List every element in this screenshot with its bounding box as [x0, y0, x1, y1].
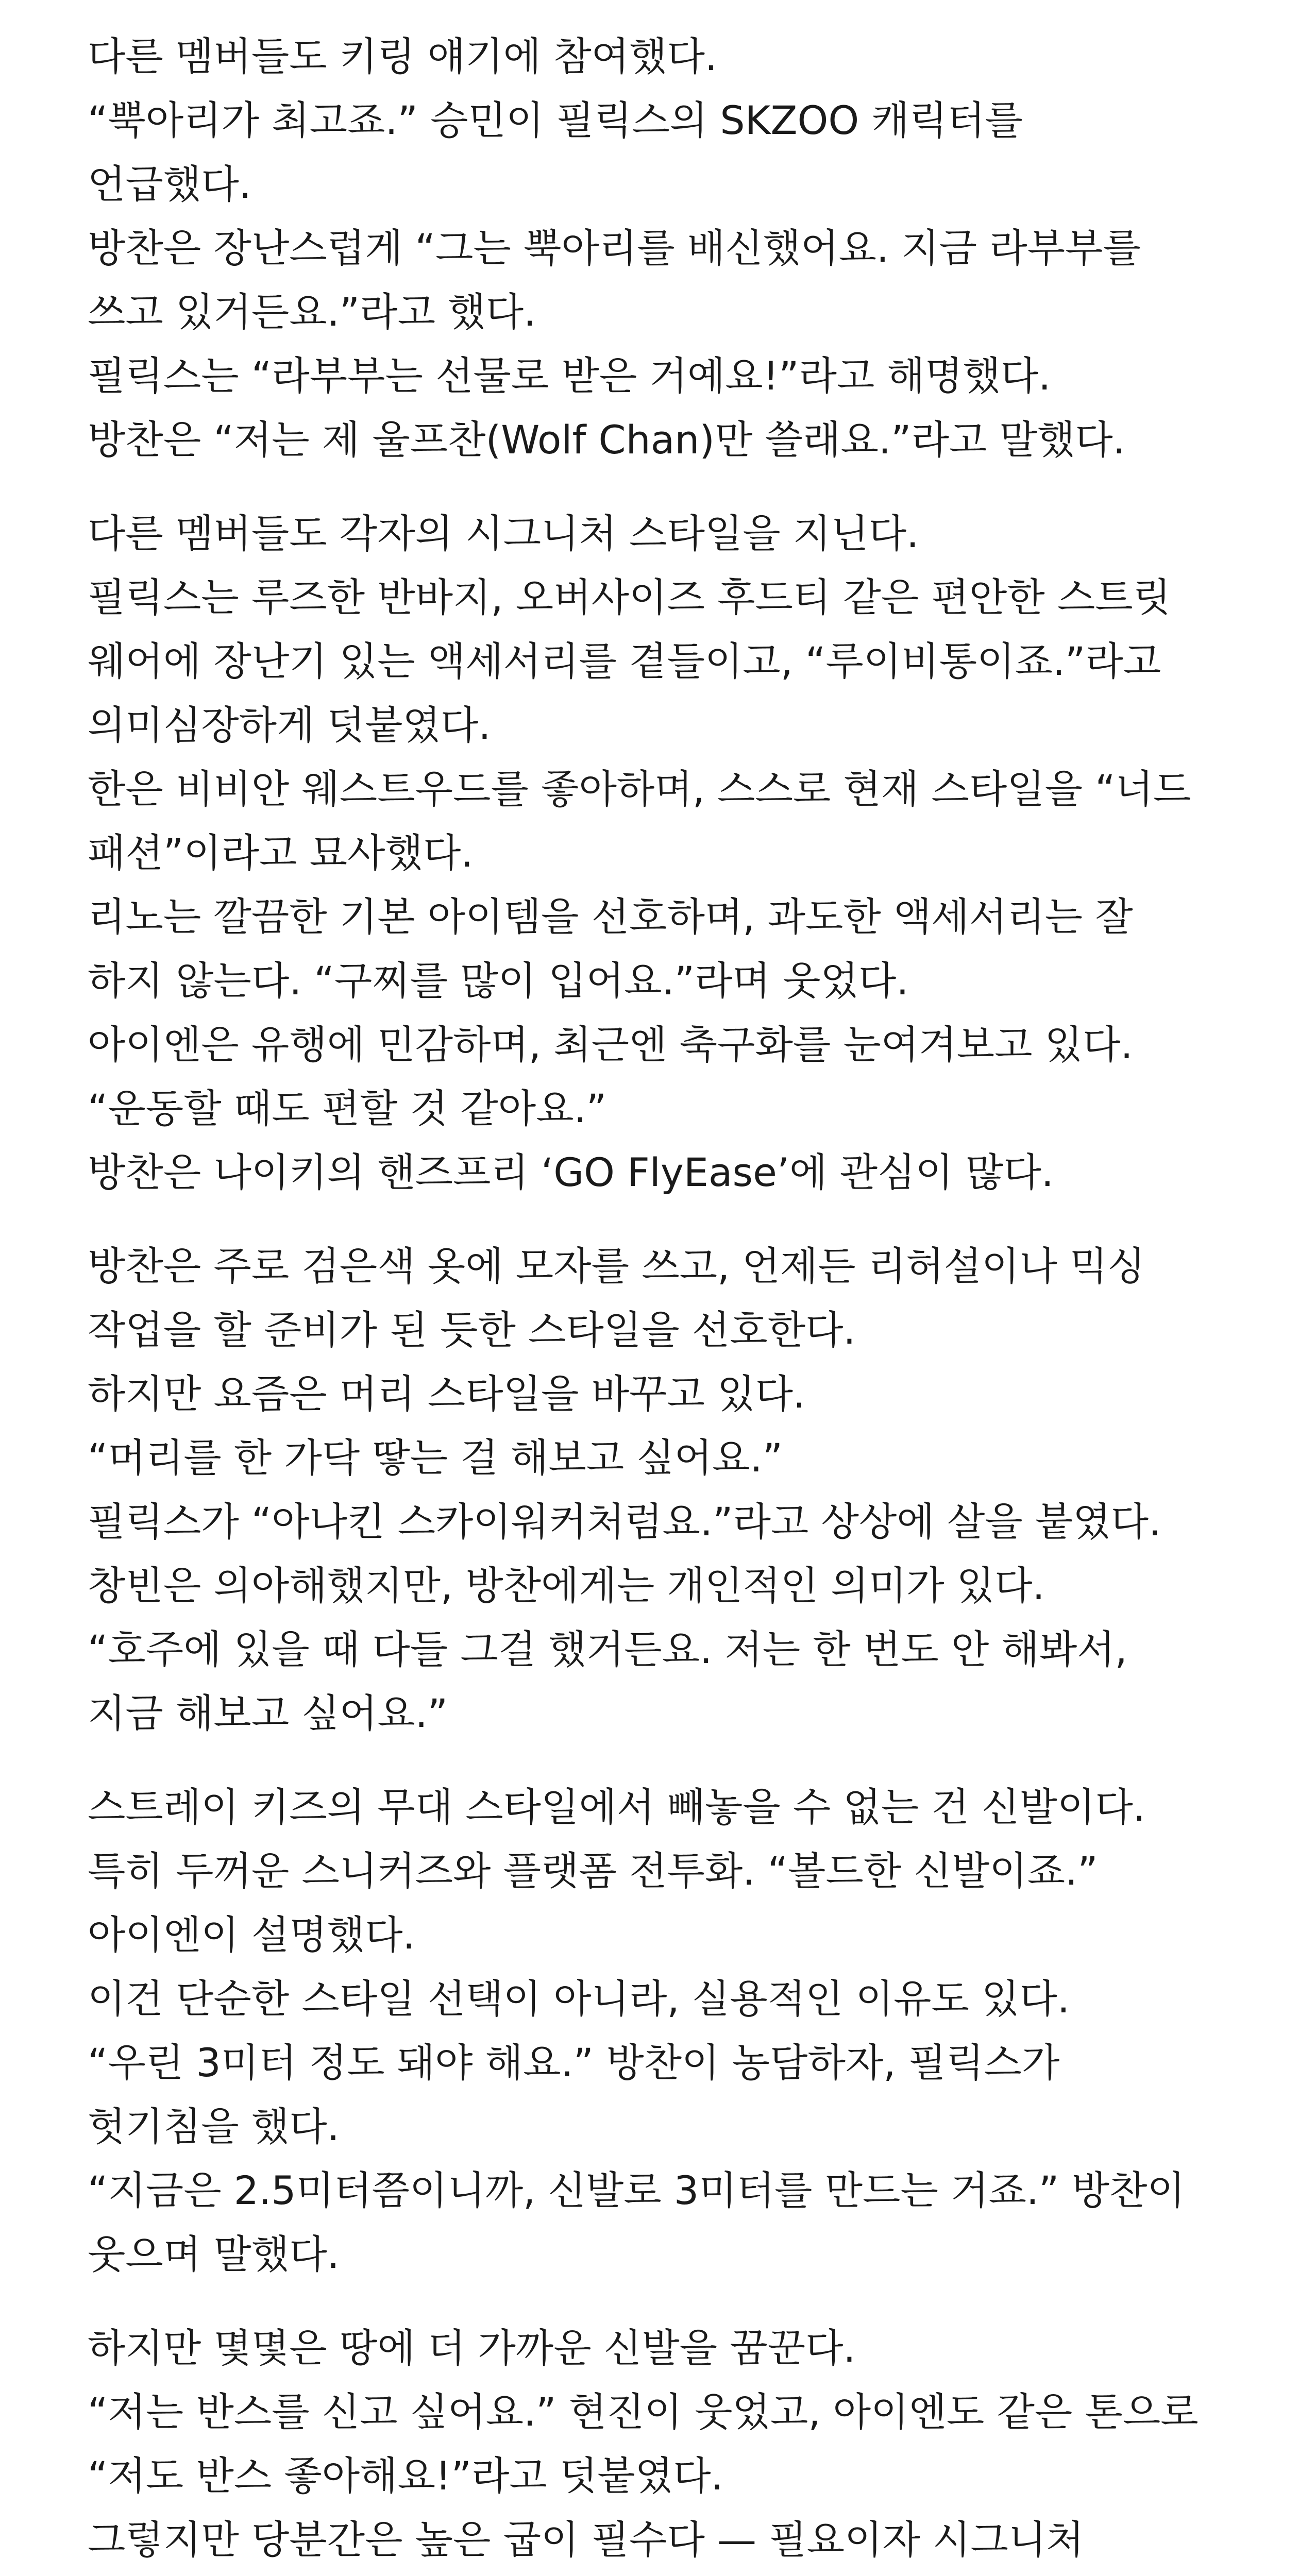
paragraph-stage-shoes	[88, 1775, 1273, 2286]
text-line: 필릭스가 “아나킨 스카이워커처럼요.”라고 상상에 살을 붙였다.	[88, 1499, 1161, 1545]
text-line: 방찬은 장난스럽게 “그는 뿍아리를 배신했어요. 지금 라부부를	[88, 225, 1141, 271]
text-line: 이건 단순한 스타일 선택이 아니라, 실용적인 이유도 있다.	[88, 1976, 1070, 2022]
text-line: 쓰고 있거든요.”라고 했다.	[88, 289, 536, 335]
text-line: 하지만 요즘은 머리 스타일을 바꾸고 있다.	[88, 1371, 806, 1417]
text-line: 다른 멤버들도 키링 얘기에 참여했다.	[88, 33, 718, 79]
text-line: “뿍아리가 최고죠.” 승민이 필릭스의 SKZOO 캐릭터를	[88, 97, 1023, 143]
text-line: 하지만 몇몇은 땅에 더 가까운 신발을 꿈꾼다.	[88, 2325, 856, 2371]
text-line: 방찬은 나이키의 핸즈프리 ‘GO FlyEase’에 관심이 많다.	[88, 1149, 1054, 1195]
text-line: 필릭스는 루즈한 반바지, 오버사이즈 후드티 같은 편안한 스트릿	[88, 574, 1171, 620]
text-line: 아이엔은 유행에 민감하며, 최근엔 축구화를 눈여겨보고 있다.	[88, 1022, 1133, 1067]
text-line: 아이엔이 설명했다.	[88, 1912, 415, 1958]
text-line: 필릭스는 “라부부는 선물로 받은 거예요!”라고 해명했다.	[88, 353, 1051, 399]
text-line: 헛기침을 했다.	[88, 2104, 340, 2149]
text-line: 창빈은 의아해했지만, 방찬에게는 개인적인 의미가 있다.	[88, 1563, 1045, 1608]
text-line: 웨어에 장난기 있는 액세서리를 곁들이고, “루이비통이죠.”라고	[88, 638, 1161, 684]
text-line: 언급했다.	[88, 161, 251, 207]
text-line: “우린 3미터 정도 돼야 해요.” 방찬이 농담하자, 필릭스가	[88, 2040, 1060, 2086]
text-line: 의미심장하게 덧붙였다.	[88, 702, 491, 748]
text-line: 지금 해보고 싶어요.”	[88, 1690, 448, 1736]
text-line: 하지 않는다. “구찌를 많이 입어요.”라며 웃었다.	[88, 958, 909, 1004]
text-line: 특히 두꺼운 스니커즈와 플랫폼 전투화. “볼드한 신발이죠.”	[88, 1848, 1098, 1894]
article-body	[88, 25, 1273, 2576]
text-line: “저는 반스를 신고 싶어요.” 현진이 웃었고, 아이엔도 같은 톤으로	[88, 2389, 1199, 2435]
text-line: 작업을 할 준비가 된 듯한 스타일을 선호한다.	[88, 1307, 856, 1353]
text-line: “호주에 있을 때 다들 그걸 했거든요. 저는 한 번도 안 해봐서,	[88, 1626, 1127, 1672]
text-line: 웃으며 말했다.	[88, 2231, 340, 2277]
text-line: “운동할 때도 편할 것 같아요.”	[88, 1086, 607, 1131]
text-line: 방찬은 주로 검은색 옷에 모자를 쓰고, 언제든 리허설이나 믹싱	[88, 1243, 1145, 1289]
paragraph-low-shoes	[88, 2316, 1273, 2576]
text-line: 한은 비비안 웨스트우드를 좋아하며, 스스로 현재 스타일을 “너드	[88, 766, 1191, 812]
text-line: 스트레이 키즈의 무대 스타일에서 빼놓을 수 없는 건 신발이다.	[88, 1784, 1145, 1830]
paragraph-bangchan-style	[88, 1234, 1273, 1745]
paragraph-keyring-chat	[88, 25, 1273, 472]
text-line: “저도 반스 좋아해요!”라고 덧붙였다.	[88, 2453, 723, 2499]
text-line: 그렇지만 당분간은 높은 굽이 필수다 — 필요이자 시그니처	[88, 2517, 1084, 2563]
text-line: “지금은 2.5미터쯤이니까, 신발로 3미터를 만드는 거죠.” 방찬이	[88, 2167, 1185, 2213]
text-line: 리노는 깔끔한 기본 아이템을 선호하며, 과도한 액세서리는 잘	[88, 894, 1133, 940]
text-line	[88, 2572, 1273, 2576]
text-line: “머리를 한 가닥 땋는 걸 해보고 싶어요.”	[88, 1435, 783, 1481]
text-line: 다른 멤버들도 각자의 시그니처 스타일을 지닌다.	[88, 511, 919, 556]
text-line: 방찬은 “저는 제 울프찬(Wolf Chan)만 쓸래요.”라고 말했다.	[88, 417, 1125, 463]
text-line: 패션”이라고 묘사했다.	[88, 830, 474, 876]
paragraph-signature-styles	[88, 502, 1273, 1205]
